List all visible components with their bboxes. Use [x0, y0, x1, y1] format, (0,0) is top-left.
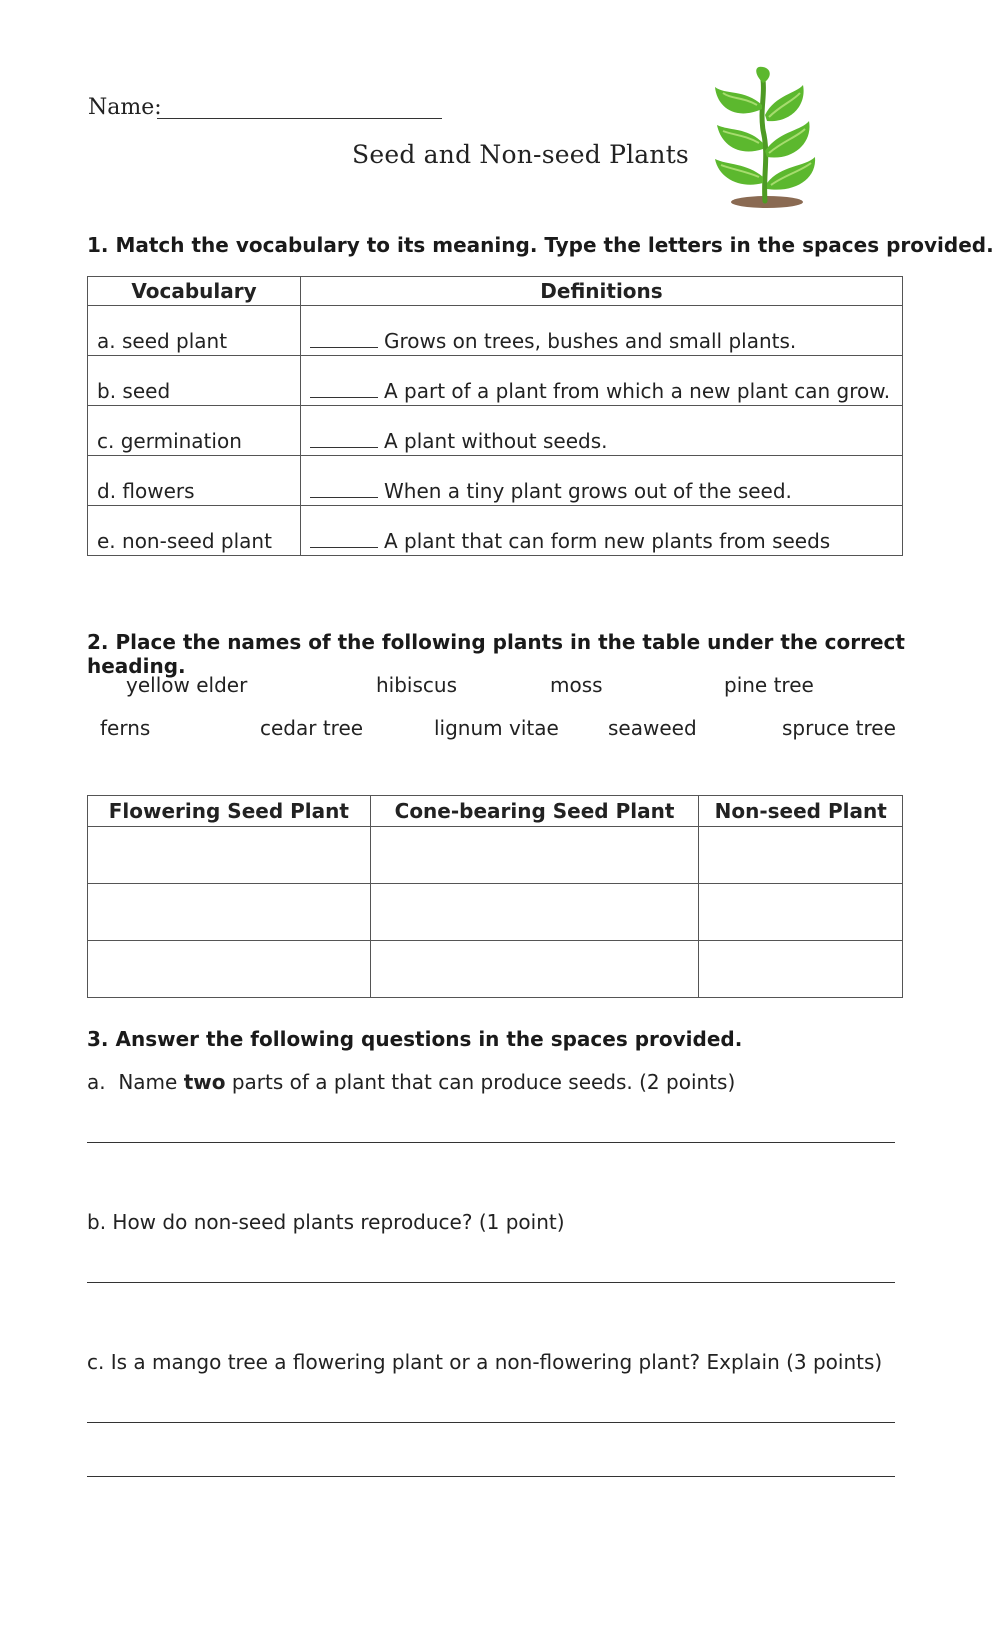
vocab-term: b. seed [88, 356, 301, 406]
answer-cell[interactable] [88, 884, 371, 941]
vocabulary-table [87, 276, 903, 556]
plant-word: lignum vitae [434, 716, 559, 740]
col-cone-bearing-seed-plant: Cone-bearing Seed Plant [370, 796, 699, 827]
question-a [87, 1070, 735, 1094]
table-row [88, 506, 903, 556]
q3-heading: 3. Answer the following questions in the spaces provided. [87, 1027, 743, 1051]
question-c: c. Is a mango tree a flowering plant or a non-flowering plant? Explain (3 points) [87, 1350, 883, 1374]
answer-blank[interactable] [310, 429, 378, 448]
question-a-suffix: parts of a plant that can produce seeds. (2 points) [225, 1070, 736, 1094]
answer-line-c1[interactable] [87, 1422, 895, 1423]
question-a-prefix: a. Name [87, 1070, 184, 1094]
table-row [88, 941, 903, 998]
answer-cell[interactable] [699, 941, 903, 998]
question-b: b. How do non-seed plants reproduce? (1 point) [87, 1210, 565, 1234]
plant-word: yellow elder [126, 673, 248, 697]
answer-blank[interactable] [310, 329, 378, 348]
vocab-term: e. non-seed plant [88, 506, 301, 556]
col-flowering-seed-plant: Flowering Seed Plant [88, 796, 371, 827]
definition-text: A plant that can form new plants from seeds [384, 529, 831, 553]
answer-line-c2[interactable] [87, 1476, 895, 1477]
col-vocabulary: Vocabulary [88, 277, 301, 306]
answer-cell[interactable] [699, 884, 903, 941]
vocab-term: d. flowers [88, 456, 301, 506]
definition-text: When a tiny plant grows out of the seed. [384, 479, 792, 503]
name-field[interactable] [157, 118, 442, 119]
table-row [88, 356, 903, 406]
answer-blank[interactable] [310, 379, 378, 398]
answer-line-a[interactable] [87, 1142, 895, 1143]
answer-blank[interactable] [310, 529, 378, 548]
col-non-seed-plant: Non-seed Plant [699, 796, 903, 827]
vocab-term: a. seed plant [88, 306, 301, 356]
name-label: Name: [88, 95, 162, 120]
plant-word: pine tree [724, 673, 814, 697]
table-row [88, 456, 903, 506]
definition-text: A part of a plant from which a new plant can grow. [384, 379, 891, 403]
table-row [88, 406, 903, 456]
answer-cell[interactable] [88, 827, 371, 884]
definition-text: A plant without seeds. [384, 429, 608, 453]
plant-word: ferns [100, 716, 151, 740]
plant-word: cedar tree [260, 716, 364, 740]
q1-heading: 1. Match the vocabulary to its meaning. Type the letters in the spaces provided. [87, 233, 994, 257]
seedling-illustration [705, 65, 845, 215]
plant-word: moss [550, 673, 603, 697]
q2-heading: 2. Place the names of the following plants in the table under the correct heading. [87, 630, 905, 678]
answer-cell[interactable] [370, 827, 699, 884]
answer-cell[interactable] [370, 884, 699, 941]
vocab-term: c. germination [88, 406, 301, 456]
col-definitions: Definitions [301, 277, 903, 306]
definition-text: Grows on trees, bushes and small plants. [384, 329, 797, 353]
table-row [88, 306, 903, 356]
answer-blank[interactable] [310, 479, 378, 498]
page-title: Seed and Non-seed Plants [352, 140, 689, 169]
plant-word: seaweed [608, 716, 697, 740]
table-row [88, 827, 903, 884]
question-a-bold: two [183, 1070, 226, 1094]
plant-word: spruce tree [782, 716, 896, 740]
plant-word: hibiscus [376, 673, 457, 697]
answer-cell[interactable] [699, 827, 903, 884]
answer-line-b[interactable] [87, 1282, 895, 1283]
table-row [88, 884, 903, 941]
answer-cell[interactable] [88, 941, 371, 998]
answer-cell[interactable] [370, 941, 699, 998]
plant-sort-table [87, 795, 903, 998]
